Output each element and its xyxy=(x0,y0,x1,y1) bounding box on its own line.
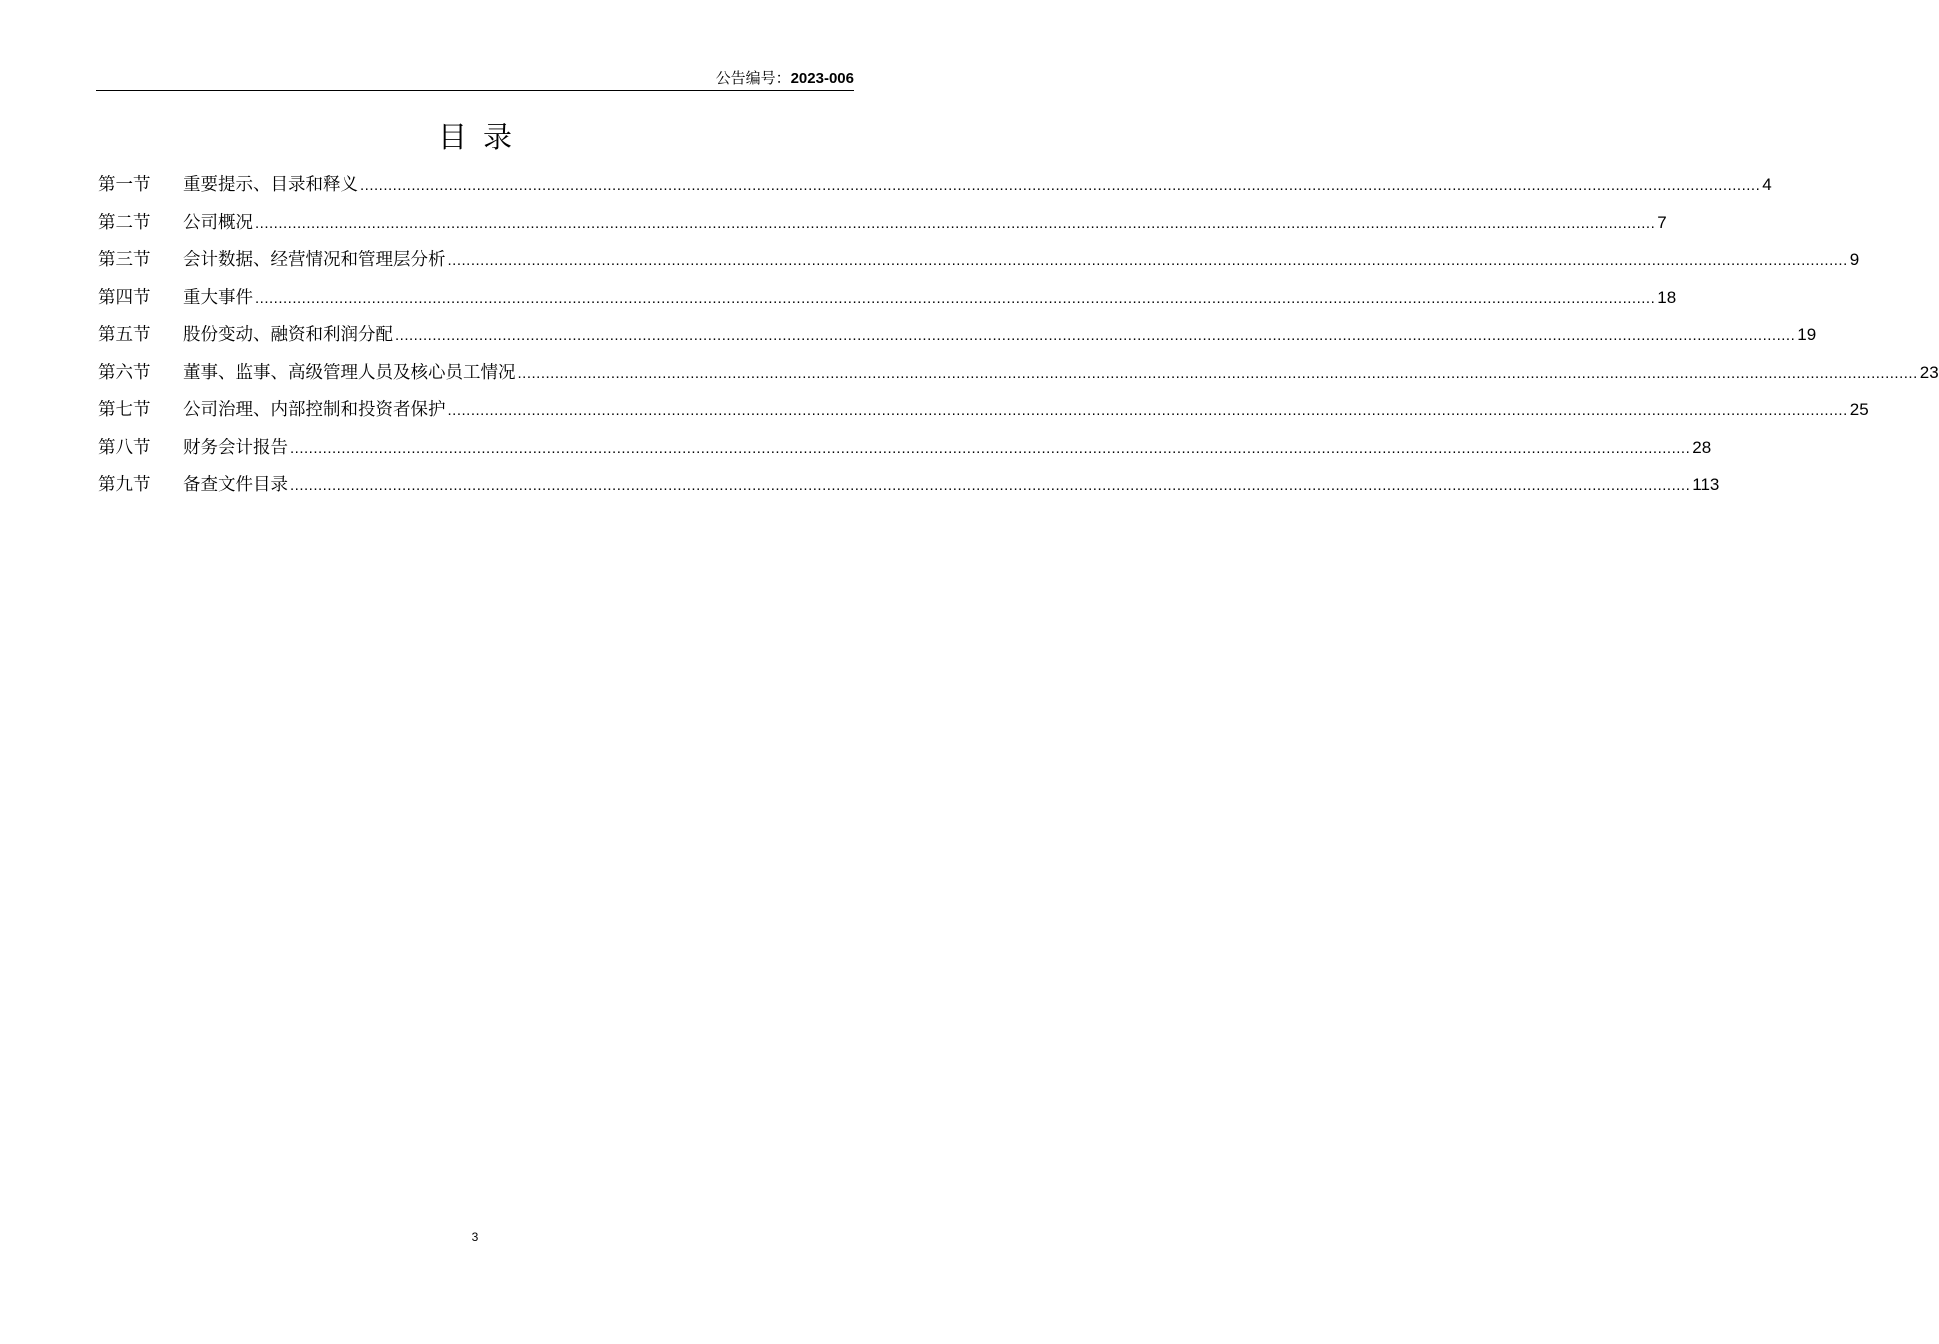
page-header xyxy=(96,68,854,91)
toc-leader-dots: ............................................................................................................................................................................................................................................................................................................ xyxy=(447,252,1848,269)
toc-entry[interactable] xyxy=(98,206,1667,244)
toc-leader-dots: ............................................................................................................................................................................................................................................................................................................ xyxy=(447,402,1848,419)
toc-entry[interactable] xyxy=(98,431,1712,469)
toc-section-title: 公司概况 xyxy=(183,212,253,233)
toc-section-title: 重要提示、目录和释义 xyxy=(183,175,358,195)
toc-leader-dots: ............................................................................................................................................................................................................................................................................................................ xyxy=(255,289,1656,307)
toc-entry[interactable] xyxy=(98,468,1720,506)
toc-entry[interactable] xyxy=(98,168,1772,206)
announcement-number-value: 2023-006 xyxy=(790,70,854,87)
toc-entry[interactable] xyxy=(98,393,1869,431)
page-title: 目录 xyxy=(437,120,528,154)
toc-page-number: 23 xyxy=(1919,362,1939,382)
toc-leader-dots: ............................................................................................................................................................................................................................................................................................................ xyxy=(360,177,1761,194)
toc-entry[interactable] xyxy=(98,356,1939,394)
toc-leader-dots: ............................................................................................................................................................................................................................................................................................................ xyxy=(255,214,1656,232)
toc-section-title: 重大事件 xyxy=(183,287,253,308)
toc-leader-dots: ............................................................................................................................................................................................................................................................................................................ xyxy=(290,439,1691,457)
toc-leader-dots: ............................................................................................................................................................................................................................................................................................................ xyxy=(517,364,1918,382)
toc-section-number: 第七节 xyxy=(98,400,151,420)
toc-page-number: 19 xyxy=(1797,325,1817,344)
toc-page-number: 113 xyxy=(1692,475,1720,494)
toc-entry[interactable] xyxy=(98,281,1677,319)
toc-section-number: 第六节 xyxy=(98,362,151,383)
announcement-number-label: 公告编号： xyxy=(715,69,791,87)
toc-section-number: 第九节 xyxy=(98,475,151,495)
page-number: 3 xyxy=(471,1230,479,1244)
announcement-number xyxy=(716,68,854,89)
toc-page-number: 9 xyxy=(1849,250,1860,269)
toc-page-number: 18 xyxy=(1657,287,1677,307)
toc-page-number: 7 xyxy=(1657,212,1667,232)
toc-leader-dots: ............................................................................................................................................................................................................................................................................................................ xyxy=(395,327,1796,344)
toc-section-title: 财务会计报告 xyxy=(183,437,288,458)
toc-section-title: 会计数据、经营情况和管理层分析 xyxy=(183,250,446,270)
toc-section-number: 第一节 xyxy=(98,175,151,195)
toc-section-title: 备查文件目录 xyxy=(183,475,288,495)
toc-leader-dots: ............................................................................................................................................................................................................................................................................................................ xyxy=(290,477,1691,494)
toc-section-title: 公司治理、内部控制和投资者保护 xyxy=(183,400,446,420)
toc-page-number: 25 xyxy=(1849,400,1869,419)
toc-section-title: 董事、监事、高级管理人员及核心员工情况 xyxy=(183,362,516,383)
toc-section-number: 第三节 xyxy=(98,250,151,270)
toc-section-number: 第八节 xyxy=(98,437,151,458)
toc-section-number: 第四节 xyxy=(98,287,151,308)
toc-entry[interactable] xyxy=(98,318,1817,356)
toc-entry[interactable] xyxy=(98,243,1860,281)
toc-page-number: 28 xyxy=(1692,437,1712,457)
toc-section-number: 第五节 xyxy=(98,325,151,345)
table-of-contents xyxy=(98,168,1939,506)
toc-page-number: 4 xyxy=(1762,175,1772,194)
toc-section-title: 股份变动、融资和利润分配 xyxy=(183,325,393,345)
toc-section-number: 第二节 xyxy=(98,212,151,233)
